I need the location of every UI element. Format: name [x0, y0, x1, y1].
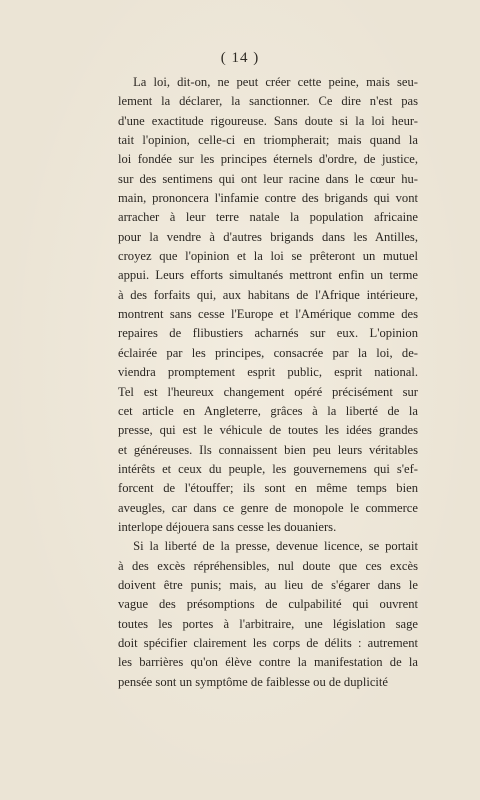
- text-line: loi fondée sur les principes éternels d'ordre, de justice,: [118, 152, 418, 167]
- text-line: main, prononcera l'infamie contre des brigands qui vont: [118, 191, 418, 206]
- text-line: appui. Leurs efforts simultanés mettront enfin un terme: [118, 268, 418, 283]
- paragraph-1: [118, 73, 418, 537]
- text-line: tait l'opinion, celle-ci en triompherait; mais quand la: [118, 133, 418, 148]
- text-line: Si la liberté de la presse, devenue licence, se portait: [133, 539, 418, 554]
- text-line: d'une exactitude rigoureuse. Sans doute si la loi heur-: [118, 113, 418, 128]
- text-line: intérêts et ceux du peuple, les gouvernemens qui s'ef-: [118, 461, 418, 476]
- text-line: presse, qui est le véhicule de toutes les idées grandes: [118, 423, 418, 438]
- text-line: Tel est l'heureux changement opéré précisément sur: [118, 384, 418, 399]
- text-line: les barrières qu'on élève contre la manifestation de la: [118, 655, 418, 670]
- text-line: montrent sans cesse l'Europe et l'Amérique comme des: [118, 307, 418, 322]
- text-line: vague des présomptions de culpabilité qui ouvrent: [118, 597, 418, 612]
- text-line: éclairée par les principes, consacrée par la loi, de-: [118, 345, 418, 360]
- paragraph-2: [118, 537, 418, 692]
- text-line: viendra promptement esprit public, esprit national.: [118, 365, 418, 380]
- text-line: toutes les portes à l'arbitraire, une législation sage: [118, 616, 418, 631]
- text-line: croyez que l'opinion et la loi se prêteront un mutuel: [118, 249, 418, 264]
- text-line: sur des sentimens qui ont leur racine dans le cœur hu-: [118, 171, 418, 186]
- text-line: repaires de flibustiers acharnés sur eux. L'opinion: [118, 326, 418, 341]
- text-line: interlope déjouera sans cesse les douaniers.: [118, 519, 337, 534]
- text-line: La loi, dit-on, ne peut créer cette peine, mais seu-: [133, 75, 418, 89]
- text-line: doivent être punis; mais, au lieu de s'égarer dans le: [118, 577, 418, 592]
- body-text: [118, 73, 418, 692]
- text-line: arracher à leur terre natale la population africaine: [118, 210, 418, 225]
- text-line: pensée sont un symptôme de faiblesse ou de duplicité: [118, 674, 389, 689]
- text-line: à des forfaits qui, aux habitans de l'Afrique intérieure,: [118, 287, 418, 302]
- page-number: ( 14 ): [220, 50, 260, 66]
- text-line: lement la déclarer, la sanctionner. Ce dire n'est pas: [118, 94, 418, 109]
- text-line: et généreuses. Ils connaissent bien peu leurs véritables: [118, 442, 418, 457]
- text-line: à des excès répréhensibles, nul doute que ces excès: [118, 558, 418, 573]
- text-line: doit spécifier clairement les corps de délits : autrement: [118, 635, 418, 650]
- text-line: aveugles, car dans ce genre de monopole le commerce: [118, 500, 418, 515]
- text-line: pour la vendre à d'autres brigands dans les Antilles,: [118, 229, 418, 244]
- text-line: forcent de l'étouffer; ils sont en même temps bien: [118, 481, 418, 496]
- text-line: cet article en Angleterre, grâces à la liberté de la: [118, 403, 418, 418]
